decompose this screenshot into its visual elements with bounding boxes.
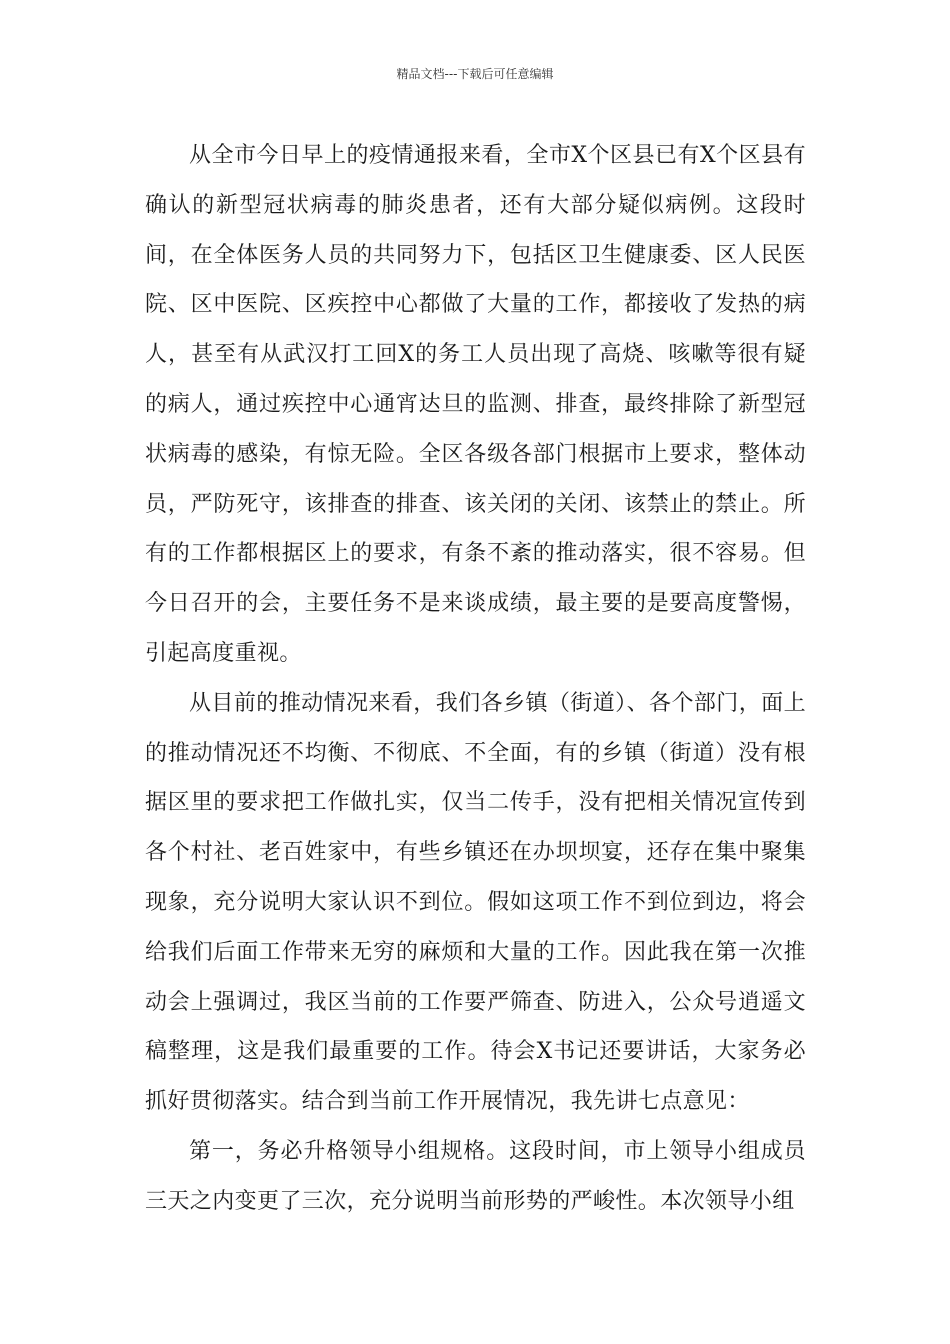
- paragraph-1: 从全市今日早上的疫情通报来看，全市X个区县已有X个区县有确认的新型冠状病毒的肺炎患者，还有大部分疑似病例。这段时间，在全体医务人员的共同努力下，包括区卫生健康委、区人民医院、区中医院、区疾控中心都做了大量的工作，都接收了发热的病人，甚至有从武汉打工回X的务工人员出现了高烧、咳嗽等很有疑的病人，通过疾控中心通宵达旦的监测、排查，最终排除了新型冠状病毒的感染，有惊无险。全区各级各部门根据市上要求，整体动员，严防死守，该排查的排查、该关闭的关闭、该禁止的禁止。所有的工作都根据区上的要求，有条不紊的推动落实，很不容易。但今日召开的会，主要任务不是来谈成绩，最主要的是要高度警惕，引起高度重视。: [145, 143, 806, 666]
- document-body: [145, 131, 806, 1227]
- header-note: 精品文档---下载后可任意编辑: [396, 67, 554, 81]
- paragraph-3: 第一，务必升格领导小组规格。这段时间，市上领导小组成员三天之内变更了三次，充分说明当前形势的严峻性。本次领导小组: [145, 1138, 806, 1214]
- paragraph-2: 从目前的推动情况来看，我们各乡镇（街道）、各个部门，面上的推动情况还不均衡、不彻底、不全面，有的乡镇（街道）没有根据区里的要求把工作做扎实，仅当二传手，没有把相关情况宣传到各个村社、老百姓家中，有些乡镇还在办坝坝宴，还存在集中聚集现象，充分说明大家认识不到位。假如这项工作不到位到边，将会给我们后面工作带来无穷的麻烦和大量的工作。因此我在第一次推动会上强调过，我区当前的工作要严筛查、防进入，公众号逍遥文稿整理，这是我们最重要的工作。待会X书记还要讲话，大家务必抓好贯彻落实。结合到当前工作开展情况，我先讲七点意见：: [145, 690, 806, 1115]
